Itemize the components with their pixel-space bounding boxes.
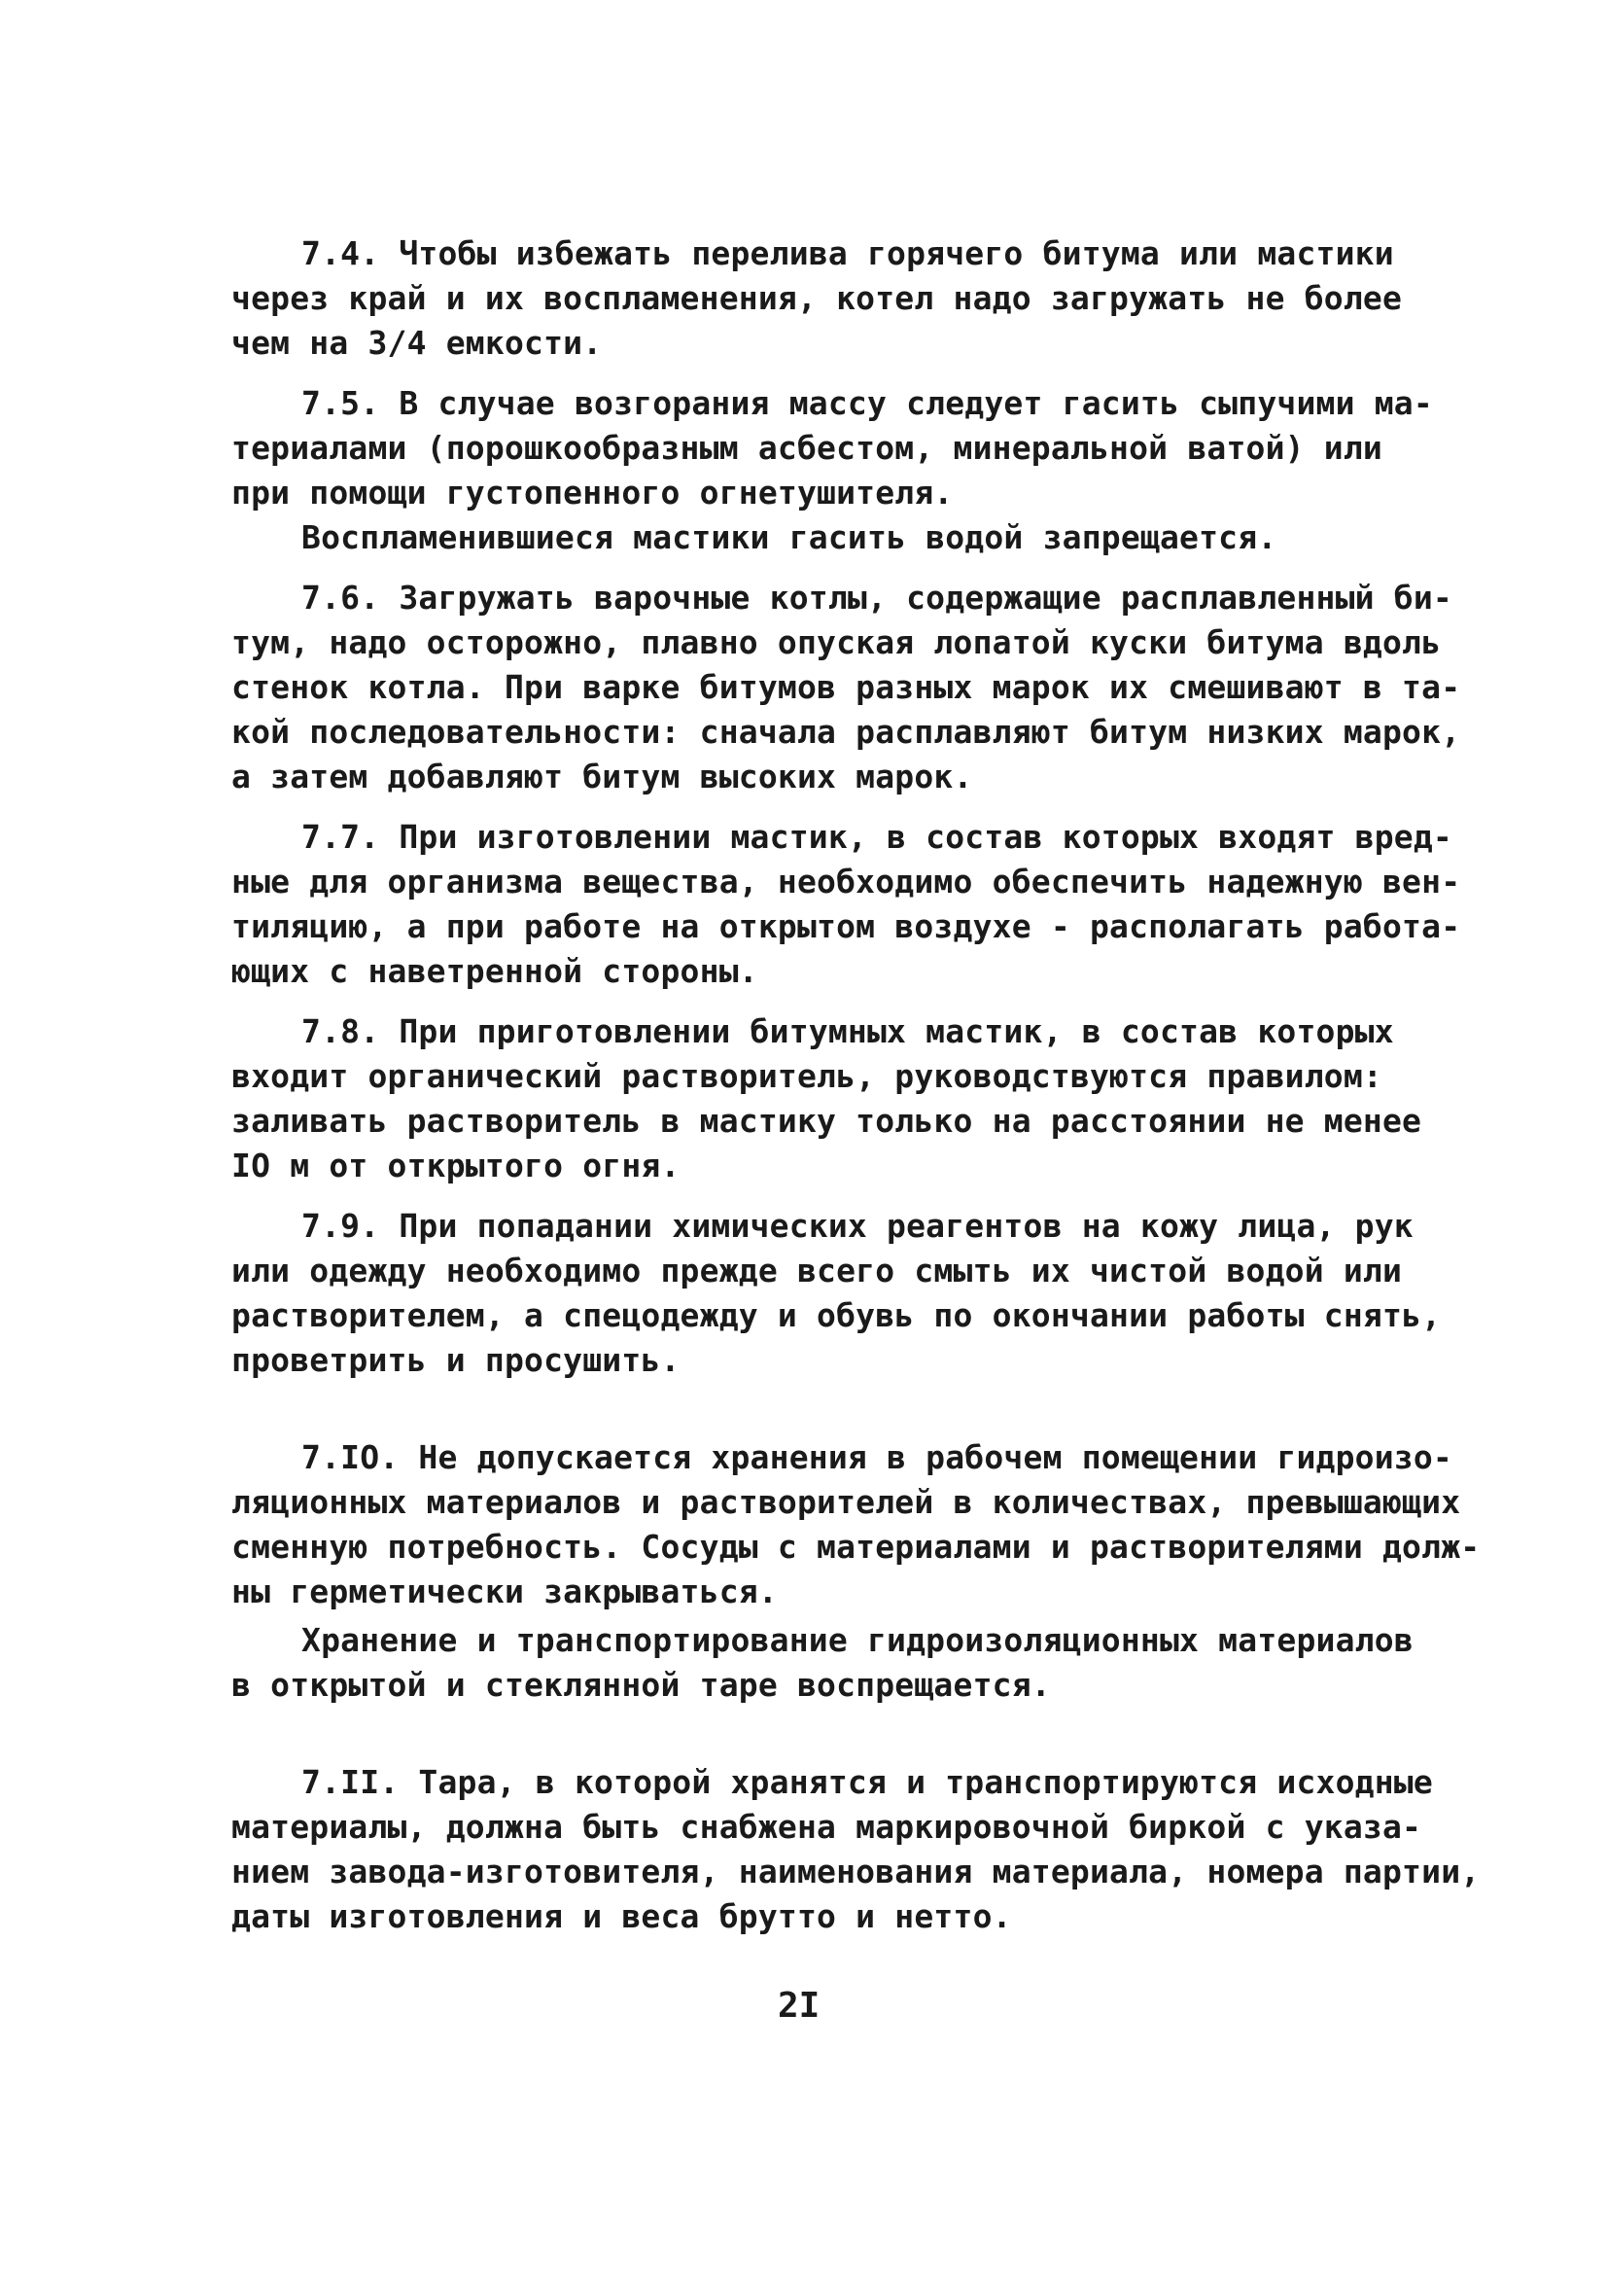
section-7-7-line-2: ные для организма вещества, необходимо обеспечить надежную вен- <box>231 863 1461 901</box>
section-7-10-line-5: Хранение и транспортирование гидроизоляционных материалов <box>301 1621 1414 1659</box>
section-7-6-line-2: тум, надо осторожно, плавно опуская лопатой куски битума вдоль <box>231 623 1442 661</box>
page-number: 2I <box>778 1986 821 2026</box>
section-7-7-line-4: ющих с наветренной стороны. <box>231 952 758 990</box>
section-7-6-line-5: а затем добавляют битум высоких марок. <box>231 758 973 795</box>
section-7-9-line-2: или одежду необходимо прежде всего смыть их чистой водой или <box>231 1252 1403 1289</box>
section-7-10-line-3: сменную потребность. Сосуды с материалами и растворителями долж- <box>231 1528 1481 1566</box>
section-7-6-line-3: стенок котла. При варке битумов разных марок их смешивают в та- <box>231 668 1461 706</box>
section-7-7-line-1: 7.7. При изготовлении мастик, в состав которых входят вред- <box>301 818 1452 856</box>
section-7-11-line-1: 7.II. Тара, в которой хранятся и транспортируются исходные <box>301 1763 1433 1801</box>
section-7-9-line-3: растворителем, а спецодежду и обувь по окончании работы снять, <box>231 1296 1442 1334</box>
section-7-10-line-4: ны герметически закрываться. <box>231 1572 778 1610</box>
section-7-10-line-1: 7.IO. Не допускается хранения в рабочем помещении гидроизо- <box>301 1438 1452 1476</box>
section-7-5-line-2: териалами (порошкообразным асбестом, минеральной ватой) или <box>231 429 1382 467</box>
section-7-4-line-1: 7.4. Чтобы избежать перелива горячего битума или мастики <box>301 234 1394 272</box>
section-7-5-line-3: при помощи густопенного огнетушителя. <box>231 474 954 512</box>
section-7-8-line-2: входит органический растворитель, руководствуются правилом: <box>231 1057 1382 1095</box>
section-7-8-line-3: заливать растворитель в мастику только на расстоянии не менее <box>231 1102 1422 1140</box>
section-7-5-line-4: Воспламенившиеся мастики гасить водой запрещается. <box>301 518 1277 556</box>
section-7-7-line-3: тиляцию, а при работе на открытом воздухе - располагать работа- <box>231 907 1461 945</box>
section-7-11-line-3: нием завода-изготовителя, наименования материала, номера партии, <box>231 1853 1481 1890</box>
section-7-9-line-1: 7.9. При попадании химических реагентов на кожу лица, рук <box>301 1207 1414 1245</box>
section-7-6-line-1: 7.6. Загружать варочные котлы, содержащие расплавленный би- <box>301 579 1452 617</box>
section-7-6-line-4: кой последовательности: сначала расплавляют битум низких марок, <box>231 713 1461 751</box>
section-7-9-line-4: проветрить и просушить. <box>231 1341 681 1379</box>
section-7-8-line-1: 7.8. При приготовлении битумных мастик, в состав которых <box>301 1012 1394 1050</box>
section-7-4-line-2: через край и их воспламенения, котел надо загружать не более <box>231 279 1403 317</box>
section-7-4-line-3: чем на 3/4 емкости. <box>231 324 603 362</box>
section-7-11-line-2: материалы, должна быть снабжена маркировочной биркой с указа- <box>231 1808 1422 1846</box>
section-7-11-line-4: даты изготовления и веса брутто и нетто. <box>231 1897 1012 1935</box>
section-7-8-line-4: IO м от открытого огня. <box>231 1147 681 1184</box>
section-7-5-line-1: 7.5. В случае возгорания массу следует гасить сыпучими ма- <box>301 384 1433 422</box>
section-7-10-line-6: в открытой и стеклянной таре воспрещается. <box>231 1666 1051 1704</box>
section-7-10-line-2: ляционных материалов и растворителей в количествах, превышающих <box>231 1483 1461 1521</box>
